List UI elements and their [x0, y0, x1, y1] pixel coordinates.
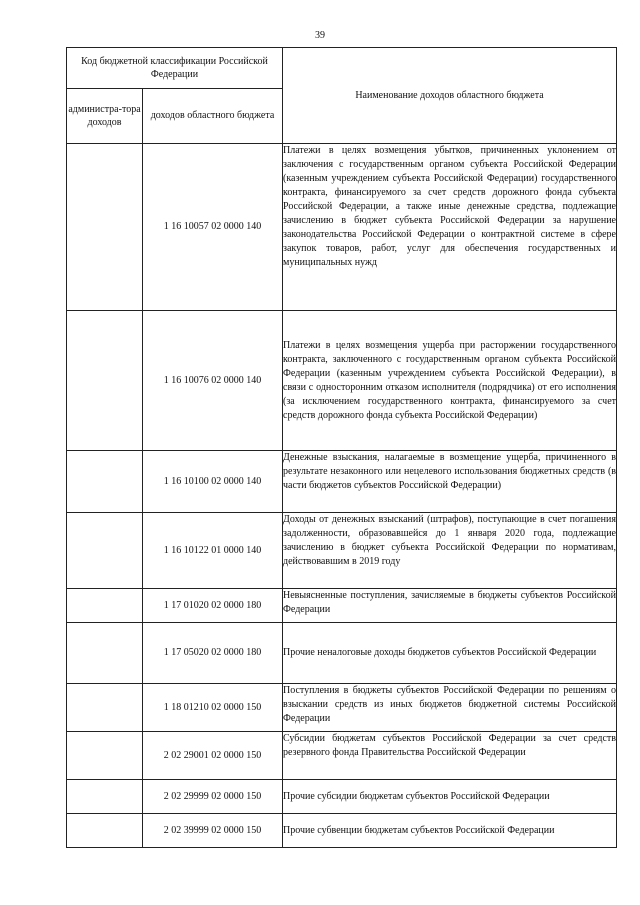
code-cell: 1 16 10076 02 0000 140	[143, 311, 283, 451]
header-administrator: администра-тора доходов	[67, 89, 143, 144]
admin-cell	[67, 684, 143, 732]
table-row	[67, 684, 617, 732]
header-regional-income: доходов областного бюджета	[143, 89, 283, 144]
description-cell: Поступления в бюджеты субъектов Российской Федерации по решениям о взыскании средств из иных бюджетов бюджетной системы Российской Федерации	[283, 684, 617, 732]
description-cell: Прочие субсидии бюджетам субъектов Российской Федерации	[283, 780, 617, 814]
table-row	[67, 780, 617, 814]
description-cell: Платежи в целях возмещения ущерба при расторжении государственного контракта, заключенного с государственным органом субъекта Российской Федерации (казенным учреждением субъекта Российской Федерации), в связи с односторонним отказом исполнителя (подрядчика) от его исполнения (за исключением государственного контракта, финансируемого за счет средств дорожного фонда субъекта Российской Федерации)	[283, 311, 617, 451]
table-row	[67, 589, 617, 623]
description-cell: Прочие неналоговые доходы бюджетов субъектов Российской Федерации	[283, 623, 617, 684]
admin-cell	[67, 814, 143, 848]
header-income-name: Наименование доходов областного бюджета	[283, 48, 617, 144]
header-classification-code: Код бюджетной классификации Российской Федерации	[67, 48, 283, 89]
description-cell: Субсидии бюджетам субъектов Российской Федерации за счет средств резервного фонда Правительства Российской Федерации	[283, 732, 617, 780]
code-cell: 1 16 10100 02 0000 140	[143, 451, 283, 513]
description-cell: Невыясненные поступления, зачисляемые в бюджеты субъектов Российской Федерации	[283, 589, 617, 623]
admin-cell	[67, 623, 143, 684]
code-cell: 2 02 29001 02 0000 150	[143, 732, 283, 780]
table-row	[67, 814, 617, 848]
description-cell: Прочие субвенции бюджетам субъектов Российской Федерации	[283, 814, 617, 848]
description-cell: Денежные взыскания, налагаемые в возмещение ущерба, причиненного в результате незаконного или нецелевого использования бюджетных средств (в части бюджетов субъектов Российской Федерации)	[283, 451, 617, 513]
admin-cell	[67, 513, 143, 589]
table-row	[67, 732, 617, 780]
table-row	[67, 311, 617, 451]
table-row	[67, 451, 617, 513]
code-cell: 2 02 39999 02 0000 150	[143, 814, 283, 848]
admin-cell	[67, 311, 143, 451]
page-number: 39	[315, 30, 325, 41]
admin-cell	[67, 144, 143, 311]
code-cell: 1 17 01020 02 0000 180	[143, 589, 283, 623]
budget-classification-table	[66, 47, 617, 848]
admin-cell	[67, 732, 143, 780]
code-cell: 1 16 10057 02 0000 140	[143, 144, 283, 311]
description-cell: Доходы от денежных взысканий (штрафов), поступающие в счет погашения задолженности, образовавшейся до 1 января 2020 года, подлежащие зачислению в бюджет субъекта Российской Федерации по нормативам, действовавшим в 2019 году	[283, 513, 617, 589]
table-row	[67, 144, 617, 311]
admin-cell	[67, 451, 143, 513]
admin-cell	[67, 589, 143, 623]
code-cell: 2 02 29999 02 0000 150	[143, 780, 283, 814]
description-cell: Платежи в целях возмещения убытков, причиненных уклонением от заключения с государственным органом субъекта Российской Федерации (казенным учреждением субъекта Российской Федерации) государственного контракта, финансируемого за счет средств дорожного фонда субъекта Российской Федерации, а также иные денежные средства, подлежащие зачислению в бюджет субъекта Российской Федерации за нарушение законодательства Российской Федерации о контрактной системе в сфере закупок товаров, работ, услуг для обеспечения государственных и муниципальных нужд	[283, 144, 617, 311]
code-cell: 1 16 10122 01 0000 140	[143, 513, 283, 589]
code-cell: 1 17 05020 02 0000 180	[143, 623, 283, 684]
table-row	[67, 513, 617, 589]
admin-cell	[67, 780, 143, 814]
code-cell: 1 18 01210 02 0000 150	[143, 684, 283, 732]
table-row	[67, 623, 617, 684]
